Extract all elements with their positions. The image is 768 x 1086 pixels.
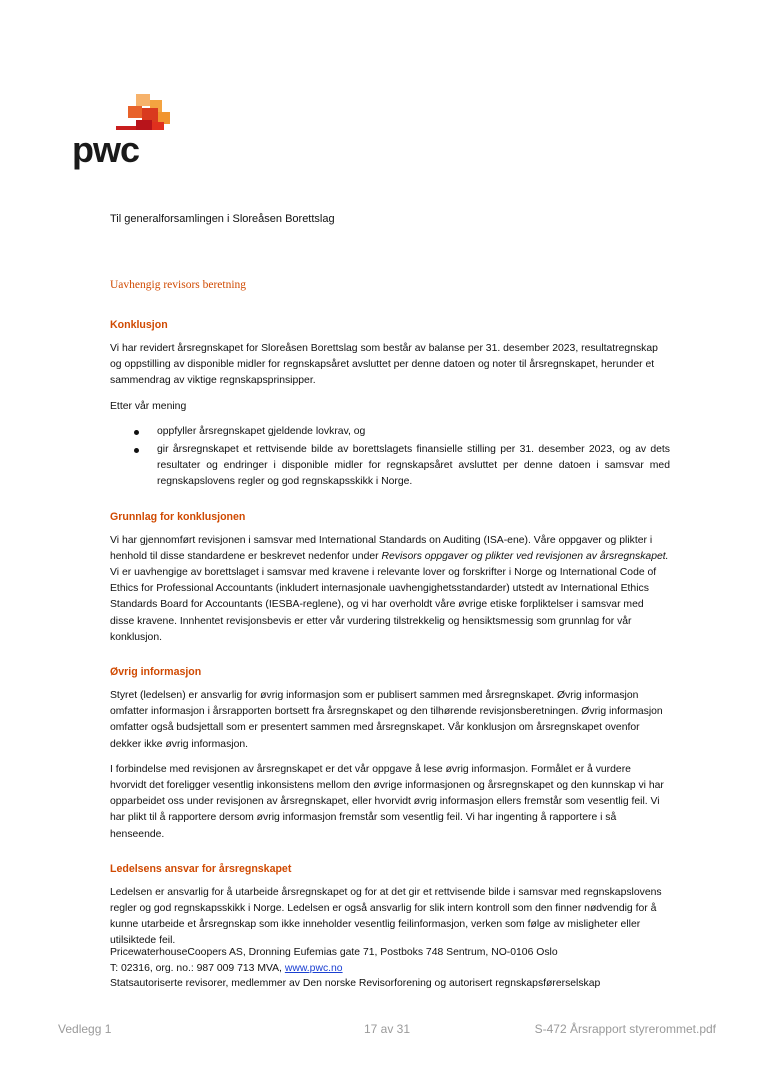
paragraph: I forbindelse med revisjonen av årsregnskapet er det vår oppgave å lese øvrig informasjon. Formålet er å vurdere hvorvidt det foreligger vesentlig inkonsistens mellom den øvrige informasjonen og årsregnskapet og den kunnskap vi har opparbeidet oss under revisjonen av årsregnskapet, eller hvorvidt øvrig informasjon ellers fremstår som vesentlig feil. Vi har plikt til å rapportere dersom øvrig informasjon fremstår som vesentlig feil. Vi har ingenting å rapportere i så henseende.	[110, 763, 664, 840]
paragraph-text: Vi har gjennomført revisjonen i samsvar med International Standards on Auditing (ISA-ene). Våre oppgaver og plikter i henhold til disse standardene er beskrevet nedenfor under	[110, 534, 653, 562]
section-grunnlag	[110, 510, 670, 646]
pwc-wordmark: pwc	[72, 129, 140, 170]
firm-membership-line: Statsautoriserte revisorer, medlemmer av Den norske Revisorforening og autorisert regnskapsførerselskap	[110, 978, 601, 989]
section-ovrig-informasjon	[110, 665, 670, 843]
page-number: 17 av 31	[363, 1022, 411, 1036]
pwc-logo	[72, 94, 172, 174]
section-konklusjon	[110, 318, 670, 491]
section-heading: Øvrig informasjon	[110, 666, 202, 679]
paragraph-text: Vi er uavhengige av borettslaget i samsvar med kravene i relevante lover og forskrifter i Norge og International Code of Ethics for Professional Accountants (inkludert internasjonale uavhengighetsstandarder) utstedt av International Ethics Standards Board for Accountants (IESBA-reglene), og vi har overholdt våre øvrige etiske forpliktelser i samsvar med disse kravene. Innhentet revisjonsbevis er etter vår vurdering tilstrekkelig og hensiktsmessig som grunnlag for vår konklusjon.	[110, 567, 657, 643]
section-heading: Grunnlag for konklusjonen	[110, 510, 246, 523]
firm-address-line: PricewaterhouseCoopers AS, Dronning Eufemias gate 71, Postboks 748 Sentrum, NO-0106 Oslo	[110, 947, 558, 958]
list-item: gir årsregnskapet et rettvisende bilde av borettslagets finansielle stilling per 31. desember 2023, og av dets resultater og endringer i disponible midler for regnskapsåret avsluttet per denne datoen i samsvar med regnskapslovens regler og god regnskapsskikk i Norge.	[110, 442, 670, 491]
paragraph: Styret (ledelsen) er ansvarlig for øvrig informasjon som er publisert sammen med årsregnskapet. Øvrig informasjon omfatter informasjon i årsrapporten bortsett fra årsregnskapet og den tilhørende revisjonsberetningen. Øvrig informasjon omfatter også budsjettall som er presentert sammen med årsregnskapet. Vår konklusjon om årsregnskapet ovenfor dekker ikke øvrig informasjon.	[110, 690, 663, 750]
section-ledelsens-ansvar	[110, 862, 670, 950]
firm-address-footer	[110, 945, 600, 992]
attachment-label: Vedlegg 1	[58, 1022, 112, 1036]
section-heading: Ledelsens ansvar for årsregnskapet	[110, 862, 292, 875]
paragraph: Ledelsen er ansvarlig for å utarbeide årsregnskapet og for at det gir et rettvisende bilde i samsvar med regnskapslovens regler og god regnskapsskikk i Norge. Ledelsen er også ansvarlig for slik intern kontroll som den finner nødvendig for å kunne utarbeide et årsregnskap som ikke inneholder vesentlig feilinformasjon, verken som følge av misligheter eller utilsiktede feil.	[110, 886, 662, 947]
section-heading: Konklusjon	[110, 319, 168, 331]
paragraph-italic: Revisors oppgaver og plikter ved revisjonen av årsregnskapet.	[381, 550, 669, 562]
paragraph: Vi har revidert årsregnskapet for Sloreåsen Borettslag som består av balanse per 31. desember 2023, resultatregnskap og oppstilling av disponible midler for regnskapsåret avsluttet per denne datoen og noter til årsregnskapet, herunder et sammendrag av viktige regnskapsprinsipper.	[110, 343, 658, 387]
pwc-logo-mark	[114, 94, 172, 134]
page-footer	[58, 1022, 716, 1040]
addressee: Til generalforsamlingen i Sloreåsen Borettslag	[110, 213, 335, 225]
report-body	[110, 318, 670, 969]
bullet-list	[110, 424, 670, 491]
firm-contact-text: T: 02316, org. no.: 987 009 713 MVA,	[110, 962, 285, 974]
website-link[interactable]: www.pwc.no	[284, 962, 343, 974]
paragraph: Etter vår mening	[110, 400, 187, 412]
list-item: oppfyller årsregnskapet gjeldende lovkrav, og	[110, 424, 670, 440]
document-filename: S-472 Årsrapport styrerommet.pdf	[534, 1022, 716, 1036]
firm-contact-line	[110, 961, 600, 977]
paragraph	[110, 533, 670, 646]
report-title: Uavhengig revisors beretning	[110, 279, 247, 291]
